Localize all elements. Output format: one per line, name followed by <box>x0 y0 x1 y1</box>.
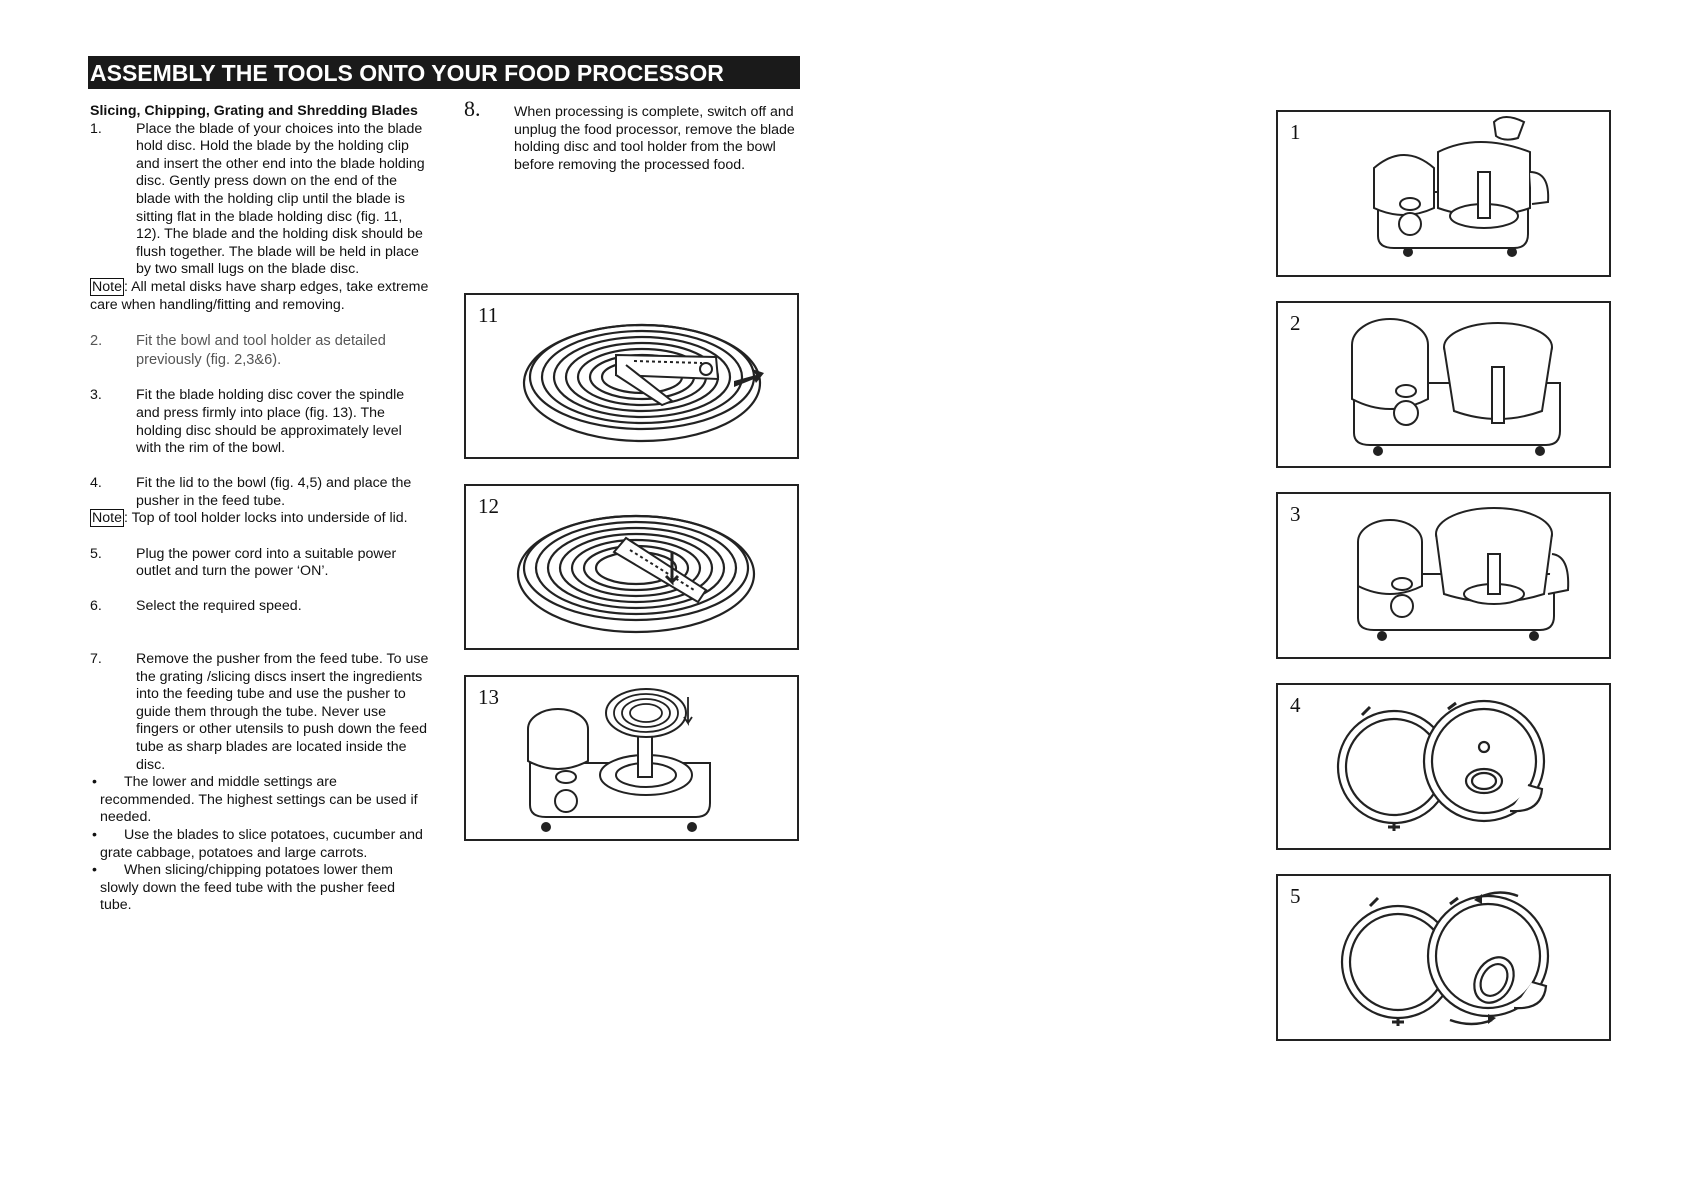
page-title: ASSEMBLY THE TOOLS ONTO YOUR FOOD PROCESSOR <box>88 56 800 89</box>
note-text: : All metal disks have sharp edges, take extreme care when handling/fitting and removing. <box>90 278 429 313</box>
step-number: 6. <box>90 598 102 615</box>
food-processor-illustration <box>1278 494 1609 657</box>
step-number: 4. <box>90 475 102 492</box>
figure-number: 1 <box>1290 120 1301 144</box>
figure-5 <box>1276 874 1611 1041</box>
step-2 <box>90 332 430 370</box>
step-8 <box>464 96 804 174</box>
lid-top-view-illustration <box>1278 876 1609 1039</box>
step-text: Fit the blade holding disc cover the spindle and press firmly into place (fig. 13). The holding disc should be approximately level with the rim of the bowl. <box>136 387 405 457</box>
step-text: Fit the lid to the bowl (fig. 4,5) and place the pusher in the feed tube. <box>136 475 412 509</box>
section-subtitle: Slicing, Chipping, Grating and Shredding Blades <box>90 103 418 119</box>
food-processor-illustration <box>1278 112 1609 275</box>
step-number: 1. <box>90 120 102 137</box>
instructions-column-2 <box>464 96 804 174</box>
bullet-dot: • <box>92 826 97 843</box>
step-text: Plug the power cord into a suitable power outlet and turn the power ‘ON’. <box>136 545 397 580</box>
bullet-text: The lower and middle settings are recommended. The highest settings can be used if needed. <box>100 774 418 826</box>
step-4 <box>90 475 430 510</box>
step-text: Select the required speed. <box>136 598 302 615</box>
figure-number: 13 <box>478 685 499 709</box>
note-1 <box>90 279 430 314</box>
step-7 <box>90 651 430 774</box>
step-1 <box>90 121 430 279</box>
figure-number: 3 <box>1290 502 1301 526</box>
figure-number: 5 <box>1290 884 1301 908</box>
instructions-column <box>90 103 430 915</box>
step-5 <box>90 546 430 581</box>
step-text: Place the blade of your choices into the blade hold disc. Hold the blade by the holding clip and insert the other end into the blade holding disc. Gently press down on the end of the blade with the holding clip until the blade is sitting flat in the blade holding disc (fig. 11, 12). The blade and the holding disk should be flush together. The blade will be held in place by two small lugs on the blade disc. <box>136 120 425 278</box>
step-number: 8. <box>464 96 481 121</box>
figure-number: 2 <box>1290 311 1301 335</box>
note-label: Note <box>92 278 122 295</box>
bullet-dot: • <box>92 774 97 791</box>
step-text: Remove the pusher from the feed tube. To use the grating /slicing discs insert the ingredients into the feeding tube and use the pusher to guide them through the tube. Never use fingers or other utensils to push down the feed tube as sharp blades are located inside the disc. <box>136 651 429 773</box>
step-number: 5. <box>90 545 102 562</box>
step-text: When processing is complete, switch off and unplug the food processor, remove the blade holding disc and tool holder from the bowl before removing the processed food. <box>514 104 795 173</box>
food-processor-illustration <box>466 677 797 839</box>
bullet-item <box>90 862 430 915</box>
blade-disc-illustration <box>466 295 797 457</box>
bullet-item <box>90 827 430 862</box>
figure-number: 11 <box>478 303 499 327</box>
note-2 <box>90 510 430 528</box>
note-label: Note <box>92 510 122 527</box>
lid-top-view-illustration <box>1278 685 1609 848</box>
step-number: 2. <box>90 332 103 349</box>
figure-3 <box>1276 492 1611 659</box>
bullet-text: When slicing/chipping potatoes lower them slowly down the feed tube with the pusher feed tube. <box>100 862 395 914</box>
figure-11 <box>464 293 799 459</box>
bullet-dot: • <box>92 862 97 879</box>
figure-2 <box>1276 301 1611 468</box>
note-text: : Top of tool holder locks into underside of lid. <box>123 510 408 527</box>
figure-4 <box>1276 683 1611 850</box>
bullet-item <box>90 774 430 827</box>
step-text: Fit the bowl and tool holder as detailed previously (fig. 2,3&6). <box>136 332 386 368</box>
food-processor-illustration <box>1278 303 1609 466</box>
step-3 <box>90 387 430 457</box>
figure-13 <box>464 675 799 841</box>
step-6 <box>90 598 430 616</box>
figure-number: 4 <box>1290 693 1301 717</box>
step-number: 3. <box>90 387 102 404</box>
figure-1 <box>1276 110 1611 277</box>
blade-disc-illustration <box>466 486 797 648</box>
figure-number: 12 <box>478 494 499 518</box>
figure-12 <box>464 484 799 650</box>
bullet-text: Use the blades to slice potatoes, cucumber and grate cabbage, potatoes and large carrots. <box>100 826 423 861</box>
step-number: 7. <box>90 651 102 668</box>
